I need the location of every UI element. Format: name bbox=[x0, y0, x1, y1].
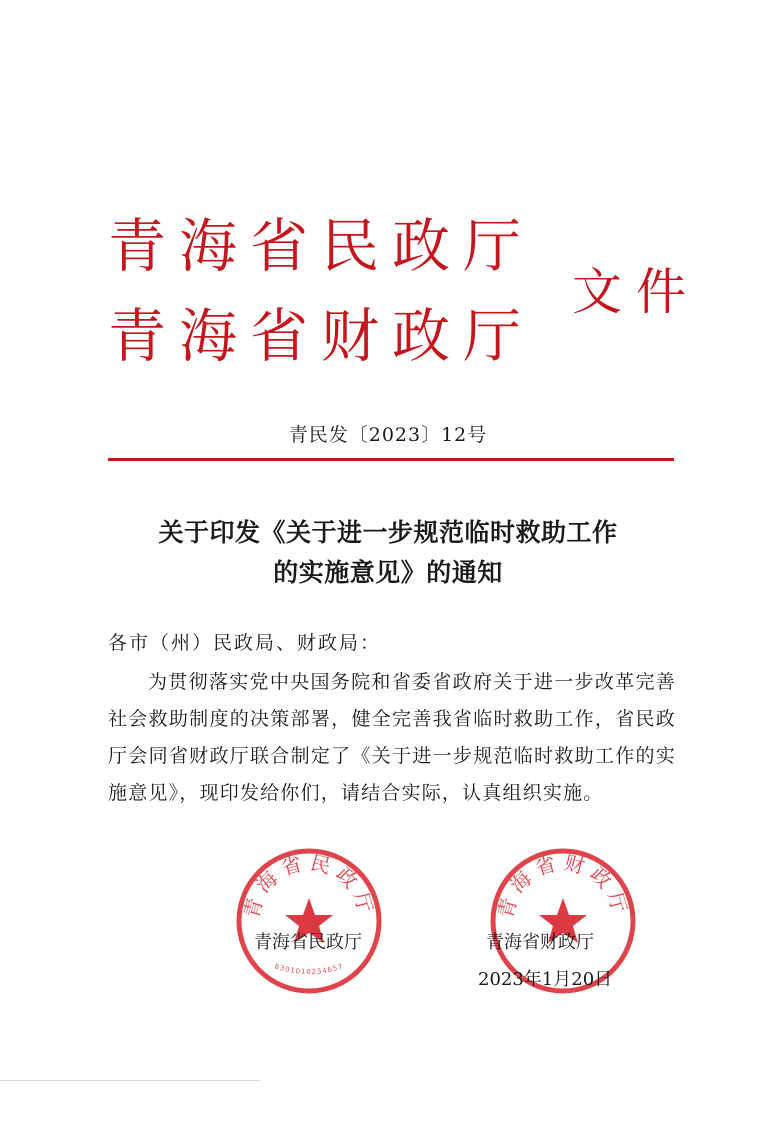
seal-left-code: 6301010234657 bbox=[273, 962, 345, 976]
body-paragraph: 为贯彻落实党中央国务院和省委省政府关于进一步改革完善社会救助制度的决策部署，健全完善我省临时救助工作，省民政厅会同省财政厅联合制定了《关于进一步规范临时救助工作的实施意见》，现印发给你们，请结合实际，认真组织实施。 bbox=[108, 671, 676, 804]
document-number: 青民发〔2023〕12号 bbox=[288, 424, 488, 446]
red-divider bbox=[108, 458, 674, 461]
seal-left-arc-text: 青海省民政厅 bbox=[239, 850, 379, 921]
signature-civil-affairs: 青海省民政厅 bbox=[254, 932, 362, 953]
issuer-line-finance: 青海省财政厅 bbox=[108, 302, 535, 370]
footer-divider bbox=[0, 1080, 260, 1081]
signature-finance: 青海省财政厅 bbox=[486, 932, 594, 953]
issuer-line-civil-affairs: 青海省民政厅 bbox=[108, 212, 535, 280]
salutation: 各市（州）民政局、财政局： bbox=[108, 632, 382, 654]
document-type-label: 文件 bbox=[572, 263, 700, 321]
civil-affairs-seal bbox=[234, 846, 384, 996]
svg-text:6301010234657 bbox=[274, 962, 345, 976]
notice-title-line1: 关于印发《关于进一步规范临时救助工作 bbox=[158, 518, 618, 547]
issue-date: 2023年1月20日 bbox=[478, 969, 613, 990]
notice-title-line2: 的实施意见》的通知 bbox=[273, 558, 503, 587]
seal-right-arc-text: 青海省财政厅 bbox=[493, 850, 633, 921]
